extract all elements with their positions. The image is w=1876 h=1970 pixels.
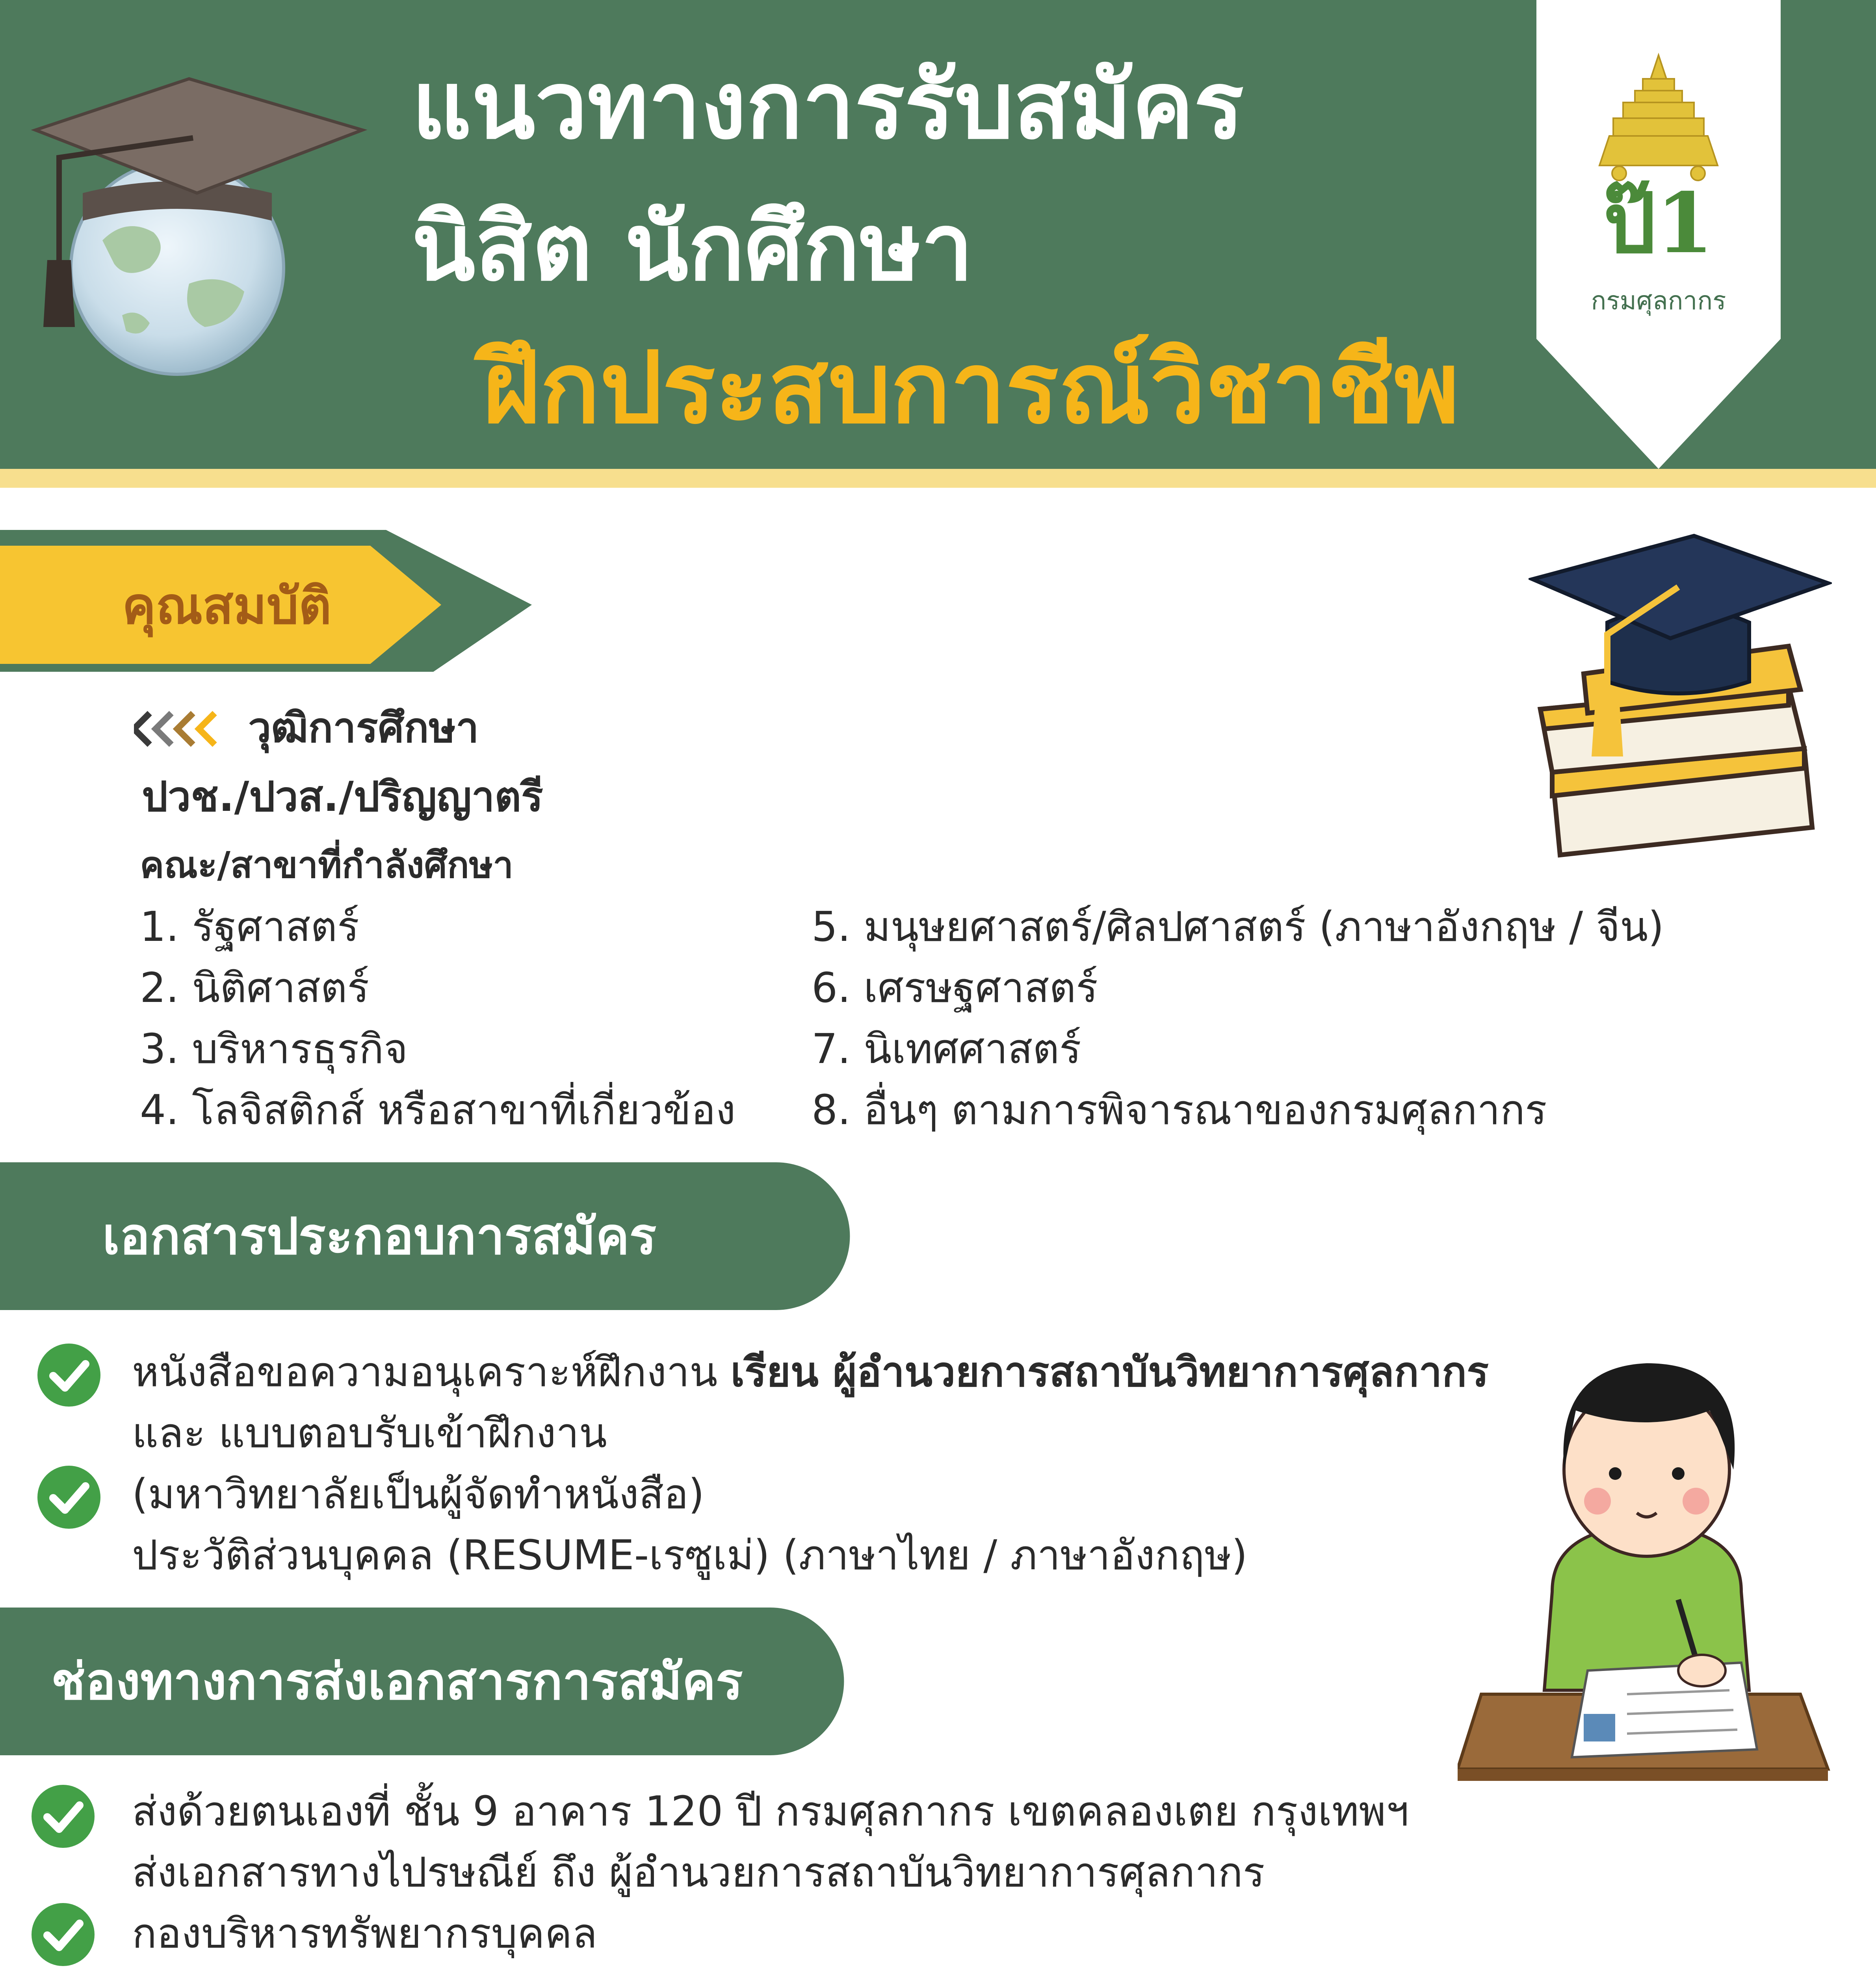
logo-ribbon bbox=[1536, 0, 1781, 469]
faculty-heading: คณะ/สาขาที่กำลังศึกษา bbox=[140, 844, 513, 886]
documents-item-1-line-2: และ แบบตอบรับเข้าฝึกงาน bbox=[132, 1409, 607, 1457]
submission-title: ช่องทางการส่งเอกสารการสมัคร bbox=[51, 1652, 743, 1711]
faculty-item: 4. โลจิสติกส์ หรือสาขาที่เกี่ยวข้อง bbox=[140, 1086, 736, 1134]
documents-title: เอกสารประกอบการสมัคร bbox=[102, 1207, 657, 1266]
title-line-3: ฝึกประสบการณ์วิชาชีพ bbox=[483, 331, 1460, 445]
check-circle-icon bbox=[37, 1466, 100, 1529]
education-heading: วุฒิการศึกษา bbox=[248, 704, 479, 752]
faculty-item: 5. มนุษยศาสตร์/ศิลปศาสตร์ (ภาษาอังกฤษ / จีน) bbox=[812, 903, 1664, 951]
faculty-item: 6. เศรษฐศาสตร์ bbox=[812, 964, 1098, 1012]
documents-item-1-prefix: หนังสือขอความอนุเคราะห์ฝึกงาน bbox=[132, 1348, 731, 1396]
submission-line-1: ส่งด้วยตนเองที่ ชั้น 9 อาคาร 120 ปี กรมศุลกากร เขตคลองเตย กรุงเทพฯ bbox=[132, 1787, 1409, 1835]
header-stripe bbox=[0, 469, 1876, 488]
chevrons-left-icon bbox=[134, 709, 225, 749]
check-circle-icon bbox=[37, 1344, 100, 1407]
title-line-1: แนวทางการรับสมัคร bbox=[412, 51, 1244, 160]
submission-line-2: ส่งเอกสารทางไปรษณีย์ ถึง ผู้อำนวยการสถาบันวิทยาการศุลกากร bbox=[132, 1848, 1265, 1896]
logo-mark: ป๊1 bbox=[1603, 175, 1714, 272]
faculty-item: 8. อื่นๆ ตามการพิจารณาของกรมศุลกากร bbox=[812, 1086, 1547, 1134]
faculty-item: 7. นิเทศศาสตร์ bbox=[812, 1025, 1081, 1073]
faculty-item: 2. นิติศาสตร์ bbox=[140, 964, 370, 1012]
documents-item-1-line-3: (มหาวิทยาลัยเป็นผู้จัดทำหนังสือ) bbox=[132, 1470, 705, 1518]
logo-caption: กรมศุลกากร bbox=[1591, 286, 1726, 316]
submission-line-3: กองบริหารทรัพยากรบุคคล bbox=[132, 1909, 597, 1957]
title-line-2: นิสิต นักศึกษา bbox=[412, 193, 973, 301]
documents-item-1 bbox=[132, 1348, 1489, 1396]
check-circle-icon bbox=[32, 1785, 95, 1848]
student-writing-illustration bbox=[1458, 1340, 1832, 1789]
education-levels: ปวช./ปวส./ปริญญาตรี bbox=[142, 773, 543, 821]
graduation-globe-icon bbox=[24, 63, 370, 378]
faculty-item: 3. บริหารธุรกิจ bbox=[140, 1025, 408, 1073]
documents-item-2: ประวัติส่วนบุคคล (RESUME-เรซูเม่) (ภาษาไทย / ภาษาอังกฤษ) bbox=[132, 1531, 1248, 1579]
books-graduation-cap-icon bbox=[1529, 528, 1832, 863]
faculty-item: 1. รัฐศาสตร์ bbox=[140, 903, 359, 951]
check-circle-icon bbox=[32, 1903, 95, 1966]
qualification-title: คุณสมบัติ bbox=[122, 577, 332, 636]
documents-item-1-addressee: เรียน ผู้อำนวยการสถาบันวิทยาการศุลกากร bbox=[730, 1348, 1489, 1396]
